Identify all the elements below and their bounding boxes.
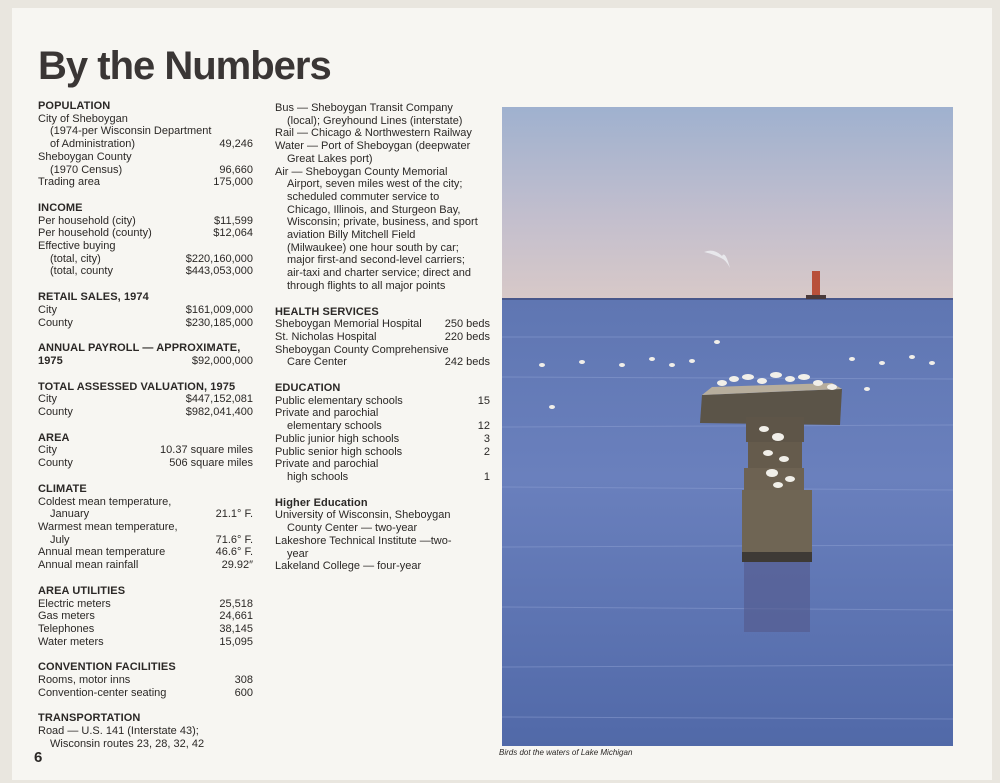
stat-label: Warmest mean temperature, <box>38 520 178 533</box>
stat-row <box>38 227 253 240</box>
stat-value: 10.37 square miles <box>160 444 253 457</box>
stat-value: $230,185,000 <box>185 316 253 329</box>
stat-label: Convention-center seating <box>38 686 167 699</box>
stat-value: 2 <box>483 445 490 458</box>
stat-row <box>38 534 253 547</box>
stat-value: $443,053,000 <box>185 265 253 278</box>
income-section <box>38 202 253 278</box>
stat-value: 242 beds <box>444 356 490 369</box>
stat-label: Public senior high schools <box>275 445 403 458</box>
photo-caption: Birds dot the waters of Lake Michigan <box>499 748 633 757</box>
stat-value: $447,152,081 <box>185 393 253 406</box>
stat-value: $11,599 <box>214 214 253 227</box>
section-heading: EDUCATION <box>275 382 341 395</box>
stat-value: 71.6° F. <box>215 533 253 546</box>
stat-row <box>38 164 253 177</box>
stat-row <box>38 355 253 368</box>
section-heading: 1975 <box>38 354 63 367</box>
stat-sublabel: high schools <box>287 470 349 483</box>
higher-education-section <box>275 497 490 573</box>
stat-row <box>38 138 253 151</box>
stat-value: $161,009,000 <box>185 303 253 316</box>
stat-sublabel: elementary schools <box>287 420 382 433</box>
stat-value: 3 <box>483 432 490 445</box>
stat-label: Public junior high schools <box>275 432 400 445</box>
horizon-line <box>502 298 953 300</box>
stat-row <box>38 393 253 406</box>
page-number: 6 <box>34 749 43 766</box>
stat-row <box>38 457 253 470</box>
stat-row <box>38 176 253 189</box>
stat-label: Effective buying <box>38 240 116 253</box>
section-heading: TOTAL ASSESSED VALUATION, 1975 <box>38 380 236 393</box>
stat-sublabel: (Milwaukee) one hour south by car; <box>287 241 459 254</box>
stat-label: Per household (city) <box>38 214 136 227</box>
stat-value: 29.92″ <box>221 559 253 572</box>
stat-label: City <box>38 393 57 406</box>
stat-sublabel: County Center — two-year <box>287 522 418 535</box>
section-heading: CLIMATE <box>38 482 87 495</box>
stat-sublabel: air-taxi and charter service; direct and <box>287 267 472 280</box>
stat-label: Sheboygan County Comprehensive <box>275 343 449 356</box>
health-section <box>275 306 490 370</box>
stat-label: Lakeland College — four-year <box>275 560 422 573</box>
stat-row <box>38 444 253 457</box>
stat-sublabel: scheduled commuter service to <box>287 190 440 203</box>
stat-sublabel: Great Lakes port) <box>287 152 373 165</box>
stat-row <box>38 317 253 330</box>
stats-column-left <box>38 100 253 764</box>
stat-label: Trading area <box>38 176 100 189</box>
stat-label: Telephones <box>38 622 95 635</box>
transportation-section <box>38 712 253 750</box>
stat-sublabel: aviation Billy Mitchell Field <box>287 229 416 242</box>
section-heading: ANNUAL PAYROLL — APPROXIMATE, <box>38 342 241 355</box>
stat-value: 506 square miles <box>169 457 253 470</box>
stat-row <box>38 253 253 266</box>
stat-label: Bus — Sheboygan Transit Company <box>275 102 453 114</box>
section-heading: INCOME <box>38 201 83 214</box>
stat-sublabel: Care Center <box>287 356 347 369</box>
stat-row <box>38 215 253 228</box>
stat-label: St. Nicholas Hospital <box>275 330 377 343</box>
stat-label: Annual mean rainfall <box>38 559 139 572</box>
stat-sublabel: Chicago, Illinois, and Sturgeon Bay, <box>287 203 461 216</box>
section-heading: HEALTH SERVICES <box>275 305 379 318</box>
stat-label: Water meters <box>38 635 104 648</box>
stat-label: Private and parochial <box>275 407 379 420</box>
sky <box>502 107 953 299</box>
stat-label: Lakeshore Technical Institute —two- <box>275 534 452 547</box>
section-heading: AREA UTILITIES <box>38 584 126 597</box>
stat-label: Sheboygan County <box>38 150 132 163</box>
stat-sublabel: January <box>50 508 90 521</box>
stat-value: 25,518 <box>219 597 253 610</box>
transportation-continued <box>275 102 490 293</box>
stat-row <box>38 546 253 559</box>
stat-label: City of Sheboygan <box>38 112 128 125</box>
stat-value: 1 <box>483 470 490 483</box>
stat-label: Public elementary schools <box>275 394 403 407</box>
stat-value: 38,145 <box>219 622 253 635</box>
stat-sublabel: Airport, seven miles west of the city; <box>287 178 463 191</box>
stat-row <box>275 433 490 446</box>
stat-value: 12 <box>477 420 490 433</box>
valuation-section <box>38 381 253 419</box>
stat-label: University of Wisconsin, Sheboygan <box>275 509 451 522</box>
section-heading: Higher Education <box>275 496 368 509</box>
stat-row <box>38 559 253 572</box>
stat-label: Annual mean temperature <box>38 546 166 559</box>
stat-value: 15,095 <box>219 635 253 648</box>
stat-label: Rooms, motor inns <box>38 674 131 687</box>
stat-value: 600 <box>234 686 253 699</box>
lake-photo-illustration <box>502 107 953 746</box>
convention-section <box>38 661 253 699</box>
section-heading: POPULATION <box>38 100 111 112</box>
stat-label: Sheboygan Memorial Hospital <box>275 318 422 331</box>
stat-label: Road — U.S. 141 (Interstate 43); <box>38 725 199 738</box>
stat-value: 250 beds <box>444 318 490 331</box>
stat-row <box>38 304 253 317</box>
stat-sublabel: year <box>287 547 309 560</box>
stat-row <box>275 446 490 459</box>
retail-sales-section <box>38 291 253 329</box>
stat-value: 175,000 <box>213 176 253 189</box>
stat-sublabel: (total, city) <box>50 252 101 265</box>
stat-label: Air — Sheboygan County Memorial <box>275 165 448 178</box>
stat-label: County <box>38 457 73 470</box>
population-section <box>38 100 253 189</box>
stat-value: 24,661 <box>219 610 253 623</box>
stat-label: Electric meters <box>38 597 111 610</box>
utilities-section <box>38 585 253 649</box>
lake-michigan-photo <box>502 107 953 746</box>
water <box>502 299 953 746</box>
stat-value: 220 beds <box>444 330 490 343</box>
education-section <box>275 382 490 484</box>
stat-row <box>275 356 490 369</box>
stat-label: City <box>38 303 57 316</box>
stat-sublabel: July <box>50 533 70 546</box>
stat-sublabel: (1974-per Wisconsin Department <box>50 125 212 138</box>
stat-row <box>38 406 253 419</box>
stat-value: $982,041,400 <box>185 406 253 419</box>
stat-row <box>38 623 253 636</box>
stat-label: County <box>38 316 73 329</box>
stat-sublabel: major first-and second-level carriers; <box>287 254 465 267</box>
page-title: By the Numbers <box>38 44 331 88</box>
stat-sublabel: Wisconsin routes 23, 28, 32, 42 <box>50 737 205 750</box>
stat-sublabel: (total, county <box>50 265 113 278</box>
section-heading: TRANSPORTATION <box>38 712 141 725</box>
stat-label: Gas meters <box>38 610 95 623</box>
payroll-section <box>38 342 253 367</box>
climate-section <box>38 483 253 572</box>
section-heading: AREA <box>38 431 70 444</box>
stat-row <box>38 687 253 700</box>
stat-sublabel: through flights to all major points <box>287 279 446 292</box>
stat-row <box>275 331 490 344</box>
stat-value: 96,660 <box>219 163 253 176</box>
stat-value: $220,160,000 <box>185 252 253 265</box>
stat-label: Private and parochial <box>275 458 379 471</box>
stats-column-right <box>275 102 490 586</box>
stat-label: City <box>38 444 57 457</box>
stat-label: County <box>38 406 73 419</box>
area-section <box>38 432 253 470</box>
stat-row <box>38 674 253 687</box>
stat-label: Water — Port of Sheboygan (deepwater <box>275 140 471 153</box>
stat-row <box>275 471 490 484</box>
stat-row <box>38 636 253 649</box>
stat-value: 49,246 <box>219 138 253 151</box>
stat-label: Per household (county) <box>38 227 152 240</box>
stat-row <box>38 265 253 278</box>
stat-row <box>38 598 253 611</box>
stat-value: 15 <box>477 394 490 407</box>
section-heading: RETAIL SALES, 1974 <box>38 291 149 304</box>
stat-value: $92,000,000 <box>191 354 253 367</box>
stat-value: $12,064 <box>213 227 253 240</box>
stat-value: 308 <box>234 674 253 687</box>
stat-sublabel: (1970 Census) <box>50 163 123 176</box>
stat-row <box>38 508 253 521</box>
stat-sublabel: of Administration) <box>50 138 135 151</box>
stat-row <box>275 420 490 433</box>
stat-row <box>275 395 490 408</box>
stat-label: Coldest mean temperature, <box>38 495 172 508</box>
stat-value: 21.1° F. <box>215 508 253 521</box>
section-heading: CONVENTION FACILITIES <box>38 661 176 674</box>
stat-sublabel: (local); Greyhound Lines (interstate) <box>287 114 463 127</box>
stat-label: Rail — Chicago & Northwestern Railway <box>275 127 472 140</box>
stat-sublabel: Wisconsin; private, business, and sport <box>287 216 478 229</box>
stat-value: 46.6° F. <box>215 546 253 559</box>
stat-row <box>38 610 253 623</box>
stat-row <box>275 318 490 331</box>
